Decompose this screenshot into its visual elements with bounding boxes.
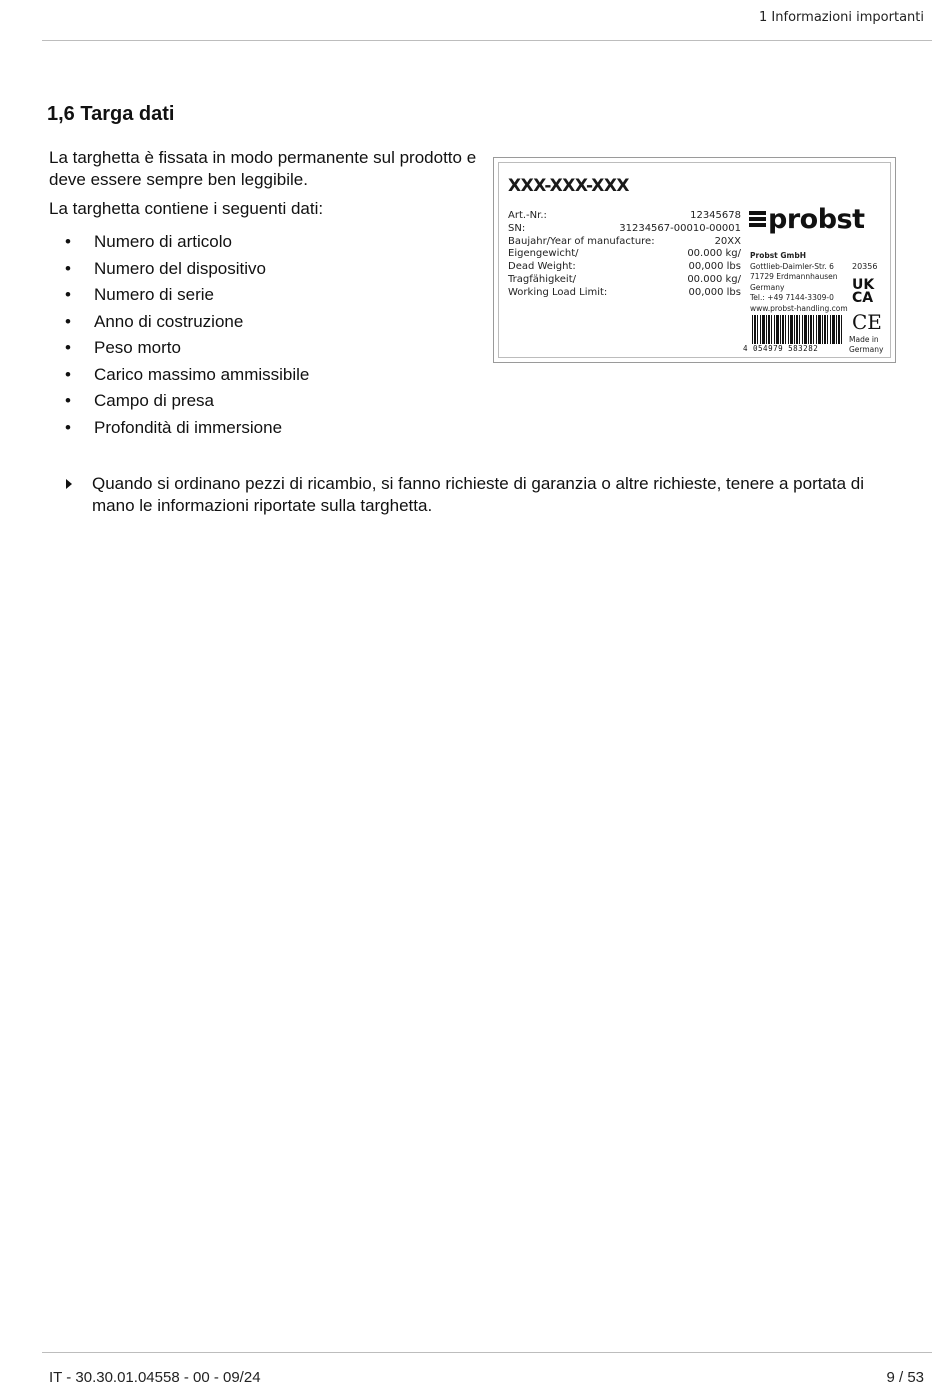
list-item: • Numero di serie — [49, 282, 479, 309]
barcode-digits: 4 054979 583282 — [743, 344, 819, 353]
made-in-germany: Made in Germany — [849, 335, 884, 354]
bullet-icon: • — [65, 232, 71, 251]
bullet-icon: • — [65, 391, 71, 410]
header-divider — [42, 40, 932, 41]
ukca-mark-icon: UK CA — [852, 277, 875, 306]
list-item: • Campo di presa — [49, 388, 479, 415]
intro-paragraph: La targhetta contiene i seguenti dati: — [49, 199, 324, 218]
list-item: • Carico massimo ammissibile — [49, 362, 479, 389]
list-item: • Peso morto — [49, 335, 479, 362]
list-item: • Profondità di immersione — [49, 415, 479, 442]
nameplate-border — [498, 162, 891, 358]
page-number: 9 / 53 — [886, 1369, 924, 1386]
bullet-icon: • — [65, 364, 71, 384]
section-title: 1,6 Targa dati — [47, 103, 175, 125]
ce-mark-icon: CE — [852, 310, 882, 334]
bullet-icon: • — [65, 258, 71, 278]
nameplate-row: Art.-Nr.: 12345678 — [508, 210, 741, 221]
document-id: IT - 30.30.01.04558 - 00 - 09/24 — [49, 1369, 261, 1386]
footer-divider — [42, 1352, 932, 1353]
nameplate-row: SN: 31234567-00010-00001 — [508, 222, 741, 234]
logo-bars-icon — [749, 211, 766, 227]
nameplate-image — [493, 157, 896, 363]
nameplate-data-rows — [508, 210, 741, 300]
barcode-bars-icon — [752, 315, 844, 344]
list-item: • Numero del dispositivo — [49, 256, 479, 283]
bullet-icon: • — [65, 311, 71, 331]
nameplate-contents-list — [49, 229, 479, 441]
nameplate-row: Working Load Limit: 00,000 lbs — [508, 286, 741, 298]
arrow-right-icon — [66, 479, 72, 489]
nameplate-code: 20356 — [852, 262, 878, 271]
bullet-icon: • — [65, 285, 71, 304]
nameplate-model: XXX-XXX-XXX — [508, 176, 630, 196]
bullet-icon: • — [65, 338, 71, 357]
barcode — [743, 315, 844, 353]
nameplate-row: Eigengewicht/ 00.000 kg/ — [508, 248, 741, 260]
list-item: • Anno di costruzione — [49, 309, 479, 336]
bullet-icon: • — [65, 417, 71, 437]
intro-paragraph: La targhetta è fissata in modo permanente sul prodotto e deve essere sempre ben leggibile. — [49, 148, 477, 189]
nameplate-row: Baujahr/Year of manufacture: 20XX — [508, 235, 741, 247]
running-header: 1 Informazioni importanti — [759, 10, 924, 25]
intro-text — [49, 147, 489, 220]
note-text: Quando si ordinano pezzi di ricambio, si fanno richieste di garanzia o altre richieste, tenere a portata di mano le informazioni riportate sulla targhetta. — [92, 474, 865, 515]
instruction-note — [66, 473, 906, 517]
list-item: • Numero di articolo — [49, 229, 479, 256]
nameplate-row: Tragfähigkeit/ 00.000 kg/ — [508, 273, 741, 285]
probst-logo: probst — [749, 205, 865, 235]
manufacturer-address: Probst GmbH Gottlieb-Daimler-Str. 6 71729 Erdmannhausen Germany Tel.: +49 7144-3309-0 www.probst-handling.com — [750, 251, 848, 313]
nameplate-row: Dead Weight: 00,000 lbs — [508, 261, 741, 273]
